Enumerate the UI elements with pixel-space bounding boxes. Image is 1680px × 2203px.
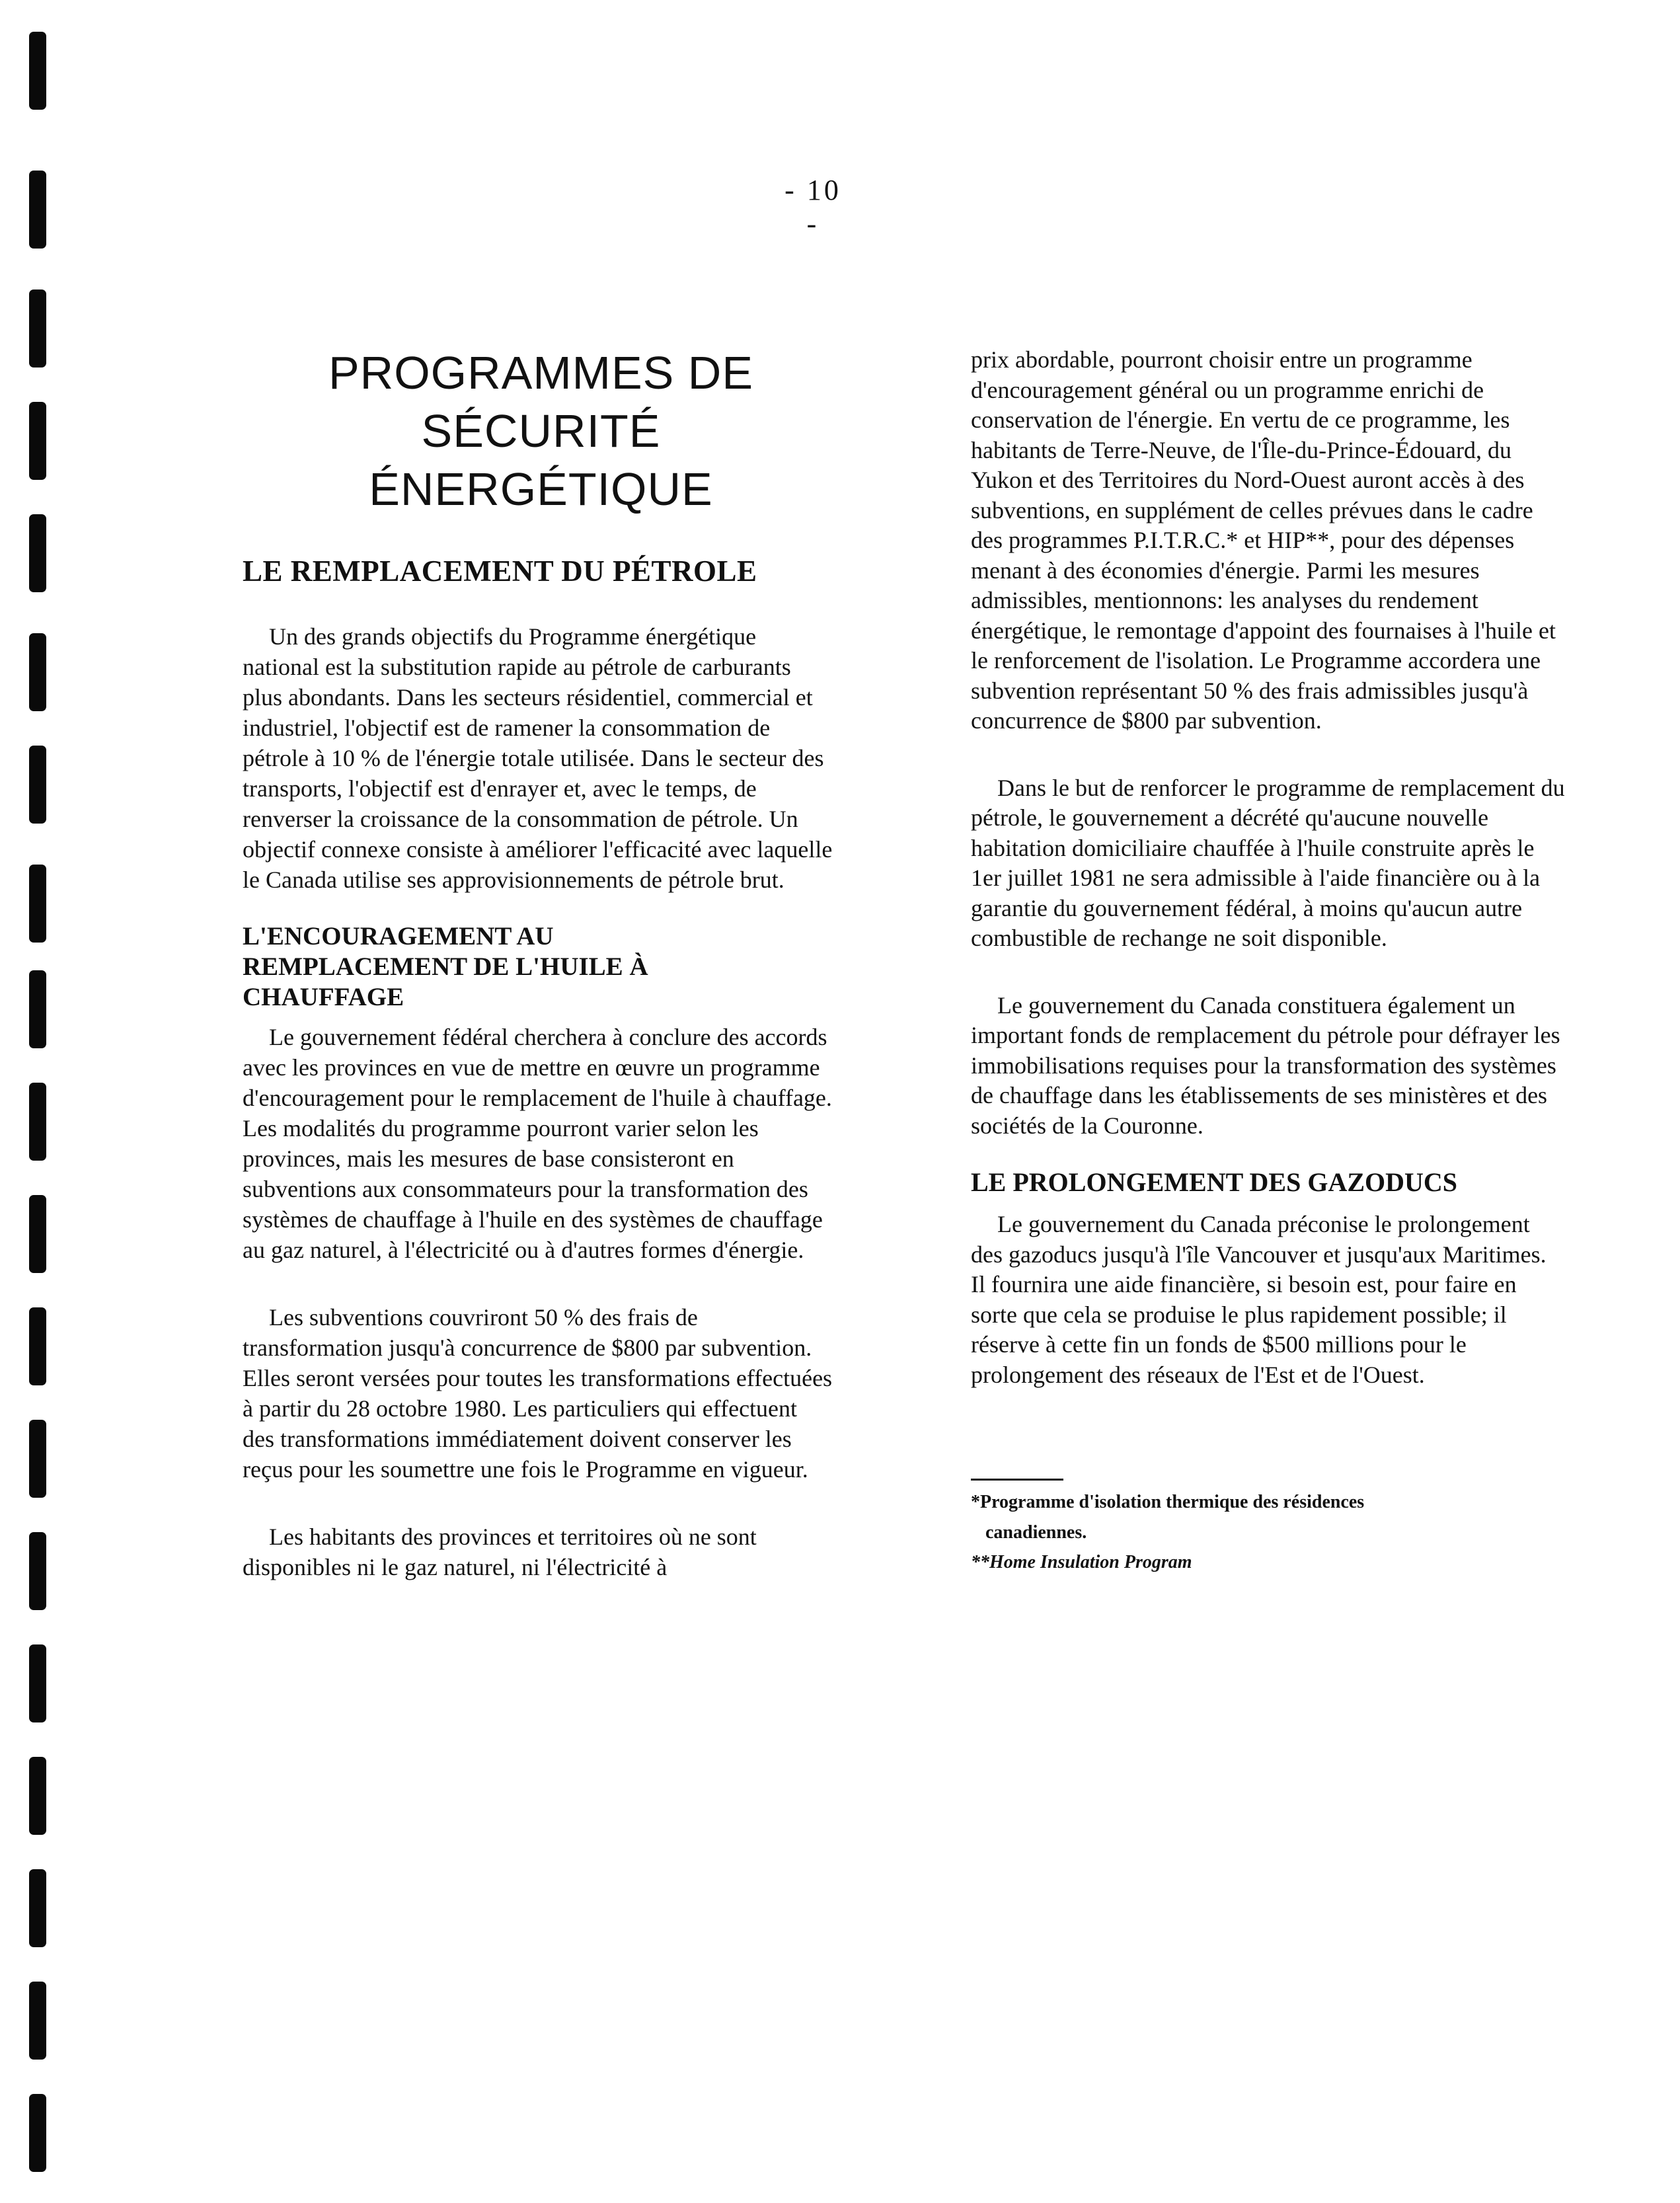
footnote — [971, 1487, 1566, 1547]
paragraph: Un des grands objectifs du Programme énergétique national est la substitution rapide au pétrole de carburants plus abondants. Dans les secteurs résidentiel, commercial et industriel, l'objectif est de ramener la consommation de pétrole à 10 % de l'énergie totale utilisée. Dans le secteur des transports, l'objectif est d'enrayer et, avec le temps, de renverser la croissance de la consommation de pétrole. Un objectif connexe consiste à améliorer l'efficacité avec laquelle le Canada utilise ses approvisionnements de pétrole brut. — [243, 623, 833, 893]
binder-punch-mark — [29, 1982, 46, 2060]
paragraph: Dans le but de renforcer le programme de remplacement du pétrole, le gouvernement a décrété qu'aucune nouvelle habitation domiciliaire chauffée à l'huile construite après le 1er juillet 1981 ne sera admissible à l'aide financière ou à la garantie du gouvernement fédéral, à moins qu'aucun autre combustible de rechange ne soit disponible. — [971, 774, 1565, 951]
paragraph: Le gouvernement du Canada constituera également un important fonds de remplacement du pétrole pour défrayer les immobilisations requises pour la transformation des systèmes de chauffage dans les établissements de ses ministères et des sociétés de la Couronne. — [971, 991, 1560, 1139]
binder-punch-mark — [29, 1083, 46, 1161]
subheading-line: REMPLACEMENT DE L'HUILE À — [243, 952, 648, 981]
paragraph: prix abordable, pourront choisir entre un programme d'encouragement général ou un programme enrichi de conservation de l'énergie. En vertu de ce programme, les habitants de Terre-Neuve, de l'Île-du-Prince-Édouard, du Yukon et des Territoires du Nord-Ouest auront accès à des subventions, en supplément de celles prévues dans le cadre des programmes P.I.T.R.C.* et HIP**, pour des dépenses menant à des économies d'énergie. Parmi les mesures admissibles, mentionnons: les analyses du rendement énergétique, le remontage d'appoint des fournaises à l'huile et le renforcement de l'isolation. Le Programme accordera une subvention représentant 50 % des frais admissibles jusqu'à concurrence de $800 par subvention. — [971, 346, 1556, 734]
binder-punch-mark — [29, 290, 46, 367]
footnote-line: canadiennes. — [985, 1522, 1087, 1543]
footnote: **Home Insulation Program — [971, 1552, 1192, 1572]
title-line: ÉNERGÉTIQUE — [369, 463, 713, 515]
paragraph: Le gouvernement fédéral cherchera à conclure des accords avec les provinces en vue de mettre en œuvre un programme d'encouragement pour le remplacement de l'huile à chauffage. Les modalités du programme pourront varier selon les provinces, mais les mesures de base consisteront en subventions aux consommateurs pour la transformation des systèmes de chauffage à l'huile en des systèmes de chauffage au gaz naturel, à l'électricité ou à d'autres formes d'énergie. — [243, 1024, 832, 1263]
paragraph: Le gouvernement du Canada préconise le prolongement des gazoducs jusqu'à l'île Vancouver et jusqu'aux Maritimes. Il fournira une aide financière, si besoin est, pour faire en sorte que cela se produise le plus rapidement possible; il réserve à cette fin un fonds de $500 millions pour le prolongement des réseaux de l'Est et de l'Ouest. — [971, 1211, 1546, 1388]
binder-punch-mark — [29, 1532, 46, 1610]
binder-punch-mark — [29, 32, 46, 110]
page-title — [243, 344, 833, 518]
title-line: PROGRAMMES DE — [328, 347, 754, 399]
right-column — [971, 345, 1566, 1578]
binder-punch-mark — [29, 2094, 46, 2172]
paragraph: Les habitants des provinces et territoires où ne sont disponibles ni le gaz naturel, ni l'électricité à — [243, 1524, 757, 1580]
paragraph: Les subventions couvriront 50 % des frais de transformation jusqu'à concurrence de $800 par subvention. Elles seront versées pour toutes les transformations effectuées à partir du 28 octobre 1980. Les particuliers qui effectuent des transformations immédiatement doivent conserver les reçus pour les soumettre une fois le Programme en vigueur. — [243, 1304, 833, 1483]
binder-punch-mark — [29, 970, 46, 1048]
binder-punch-mark — [29, 514, 46, 592]
binder-punch-mark — [29, 1195, 46, 1273]
binder-punch-mark — [29, 1644, 46, 1722]
binder-punch-mark — [29, 1420, 46, 1498]
binder-punch-mark — [29, 865, 46, 943]
subheading-line: L'ENCOURAGEMENT AU — [243, 922, 554, 950]
binder-punch-mark — [29, 746, 46, 824]
binder-punch-mark — [29, 1869, 46, 1947]
left-column — [243, 344, 833, 1582]
binder-punch-mark — [29, 171, 46, 249]
binder-punch-mark — [29, 1757, 46, 1835]
title-line: SÉCURITÉ — [421, 405, 661, 457]
binder-punch-mark — [29, 633, 46, 711]
binder-punch-mark — [29, 1307, 46, 1385]
footnote-line: *Programme d'isolation thermique des résidences — [971, 1492, 1365, 1512]
section-heading-pipelines: LE PROLONGEMENT DES GAZODUCS — [971, 1167, 1458, 1197]
page-number: - 10 - — [784, 174, 841, 240]
subheading-heating-oil — [243, 921, 833, 1013]
subheading-line: CHAUFFAGE — [243, 983, 404, 1011]
footnote-divider — [971, 1479, 1063, 1481]
section-heading-oil-replacement: LE REMPLACEMENT DU PÉTROLE — [243, 555, 757, 588]
binder-punch-mark — [29, 402, 46, 480]
